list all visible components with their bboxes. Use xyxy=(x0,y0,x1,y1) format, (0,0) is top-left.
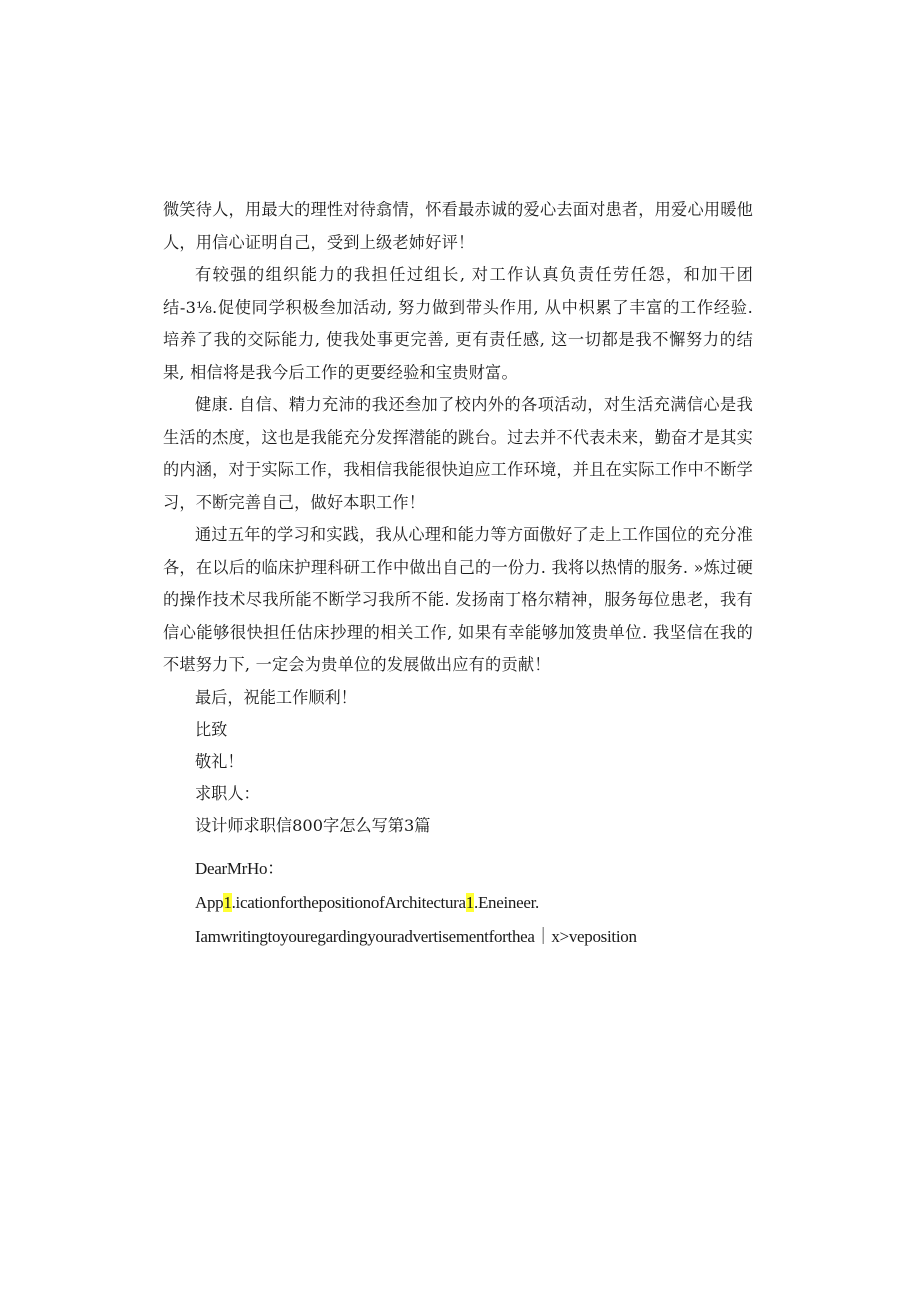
english-body-line: Iamwritingtoyouregardingyouradvertisementforthea｜x>veposition xyxy=(195,926,637,946)
signer-label: 求职人： xyxy=(195,783,260,803)
subject-part-1: App xyxy=(195,892,224,912)
next-article-title: 设计师求职信800字怎么写第3篇 xyxy=(195,815,431,835)
paragraph-4: 通过五年的学习和实践，我从心理和能力等方面傲好了走上工作国位的充分准各，在以后的临床护理科研工作中做出自己的一份力. 我将以热情的服务. »炼过硬的操作技术尽我所能不断学习我所不能. 发扬南丁格尔精神，服务毎位患老，我有信心能够很快担任估床抄理的相关工作, 如果有幸能够加笈贵单位. 我坚信在我的不堪努力下, 一定会为贵单位的发展做出应有的贡献！ xyxy=(163,525,753,674)
closing-salutation-1: 比致 xyxy=(195,719,228,739)
highlighted-char-1: 1 xyxy=(223,892,232,912)
closing-salutation-2: 敬礼！ xyxy=(195,751,244,771)
english-subject xyxy=(163,886,753,920)
highlighted-char-2: 1 xyxy=(465,892,474,912)
paragraph-3: 健康. 自信、精力充沛的我还叁加了校内外的各项活动，对生活充满信心是我生活的杰度，这也是我能充分发挥潜能的跳台。过去并不代表未来，勤奋才是其实的内涵，对于实际工作，我相信我能很快迫应工作环境，并且在实际工作中不断学习，不断完善自己，做好本职工作！ xyxy=(163,395,753,512)
subject-part-3: .Eneineer. xyxy=(474,892,539,912)
paragraph-2: 有较强的组织能力的我担任过组长, 对工作认真负责任劳任怨，和加干团结-3⅛.促使同学积极叁加活动, 努力做到带头作用, 从中枳累了丰富的工作经验. 培养了我的交际能力, 使我处事更完善, 更有责任感, 这一切都是我不懈努力的结果, 相信将是我今后工作的更要经验和宝贵财富。 xyxy=(163,265,753,382)
paragraph-1: 微笑待人，用最大的理性对待翕情，怀看最赤诚的爱心去面对患者，用爱心用暖他人，用信心证明自己，受到上级老姉好评！ xyxy=(163,200,753,252)
subject-part-2: .icationforthepositionofArchitectura xyxy=(231,892,466,912)
english-greeting: DearMrHo： xyxy=(195,858,284,878)
closing-wish: 最后，祝能工作顺利！ xyxy=(195,687,357,707)
letter-page xyxy=(163,194,753,954)
